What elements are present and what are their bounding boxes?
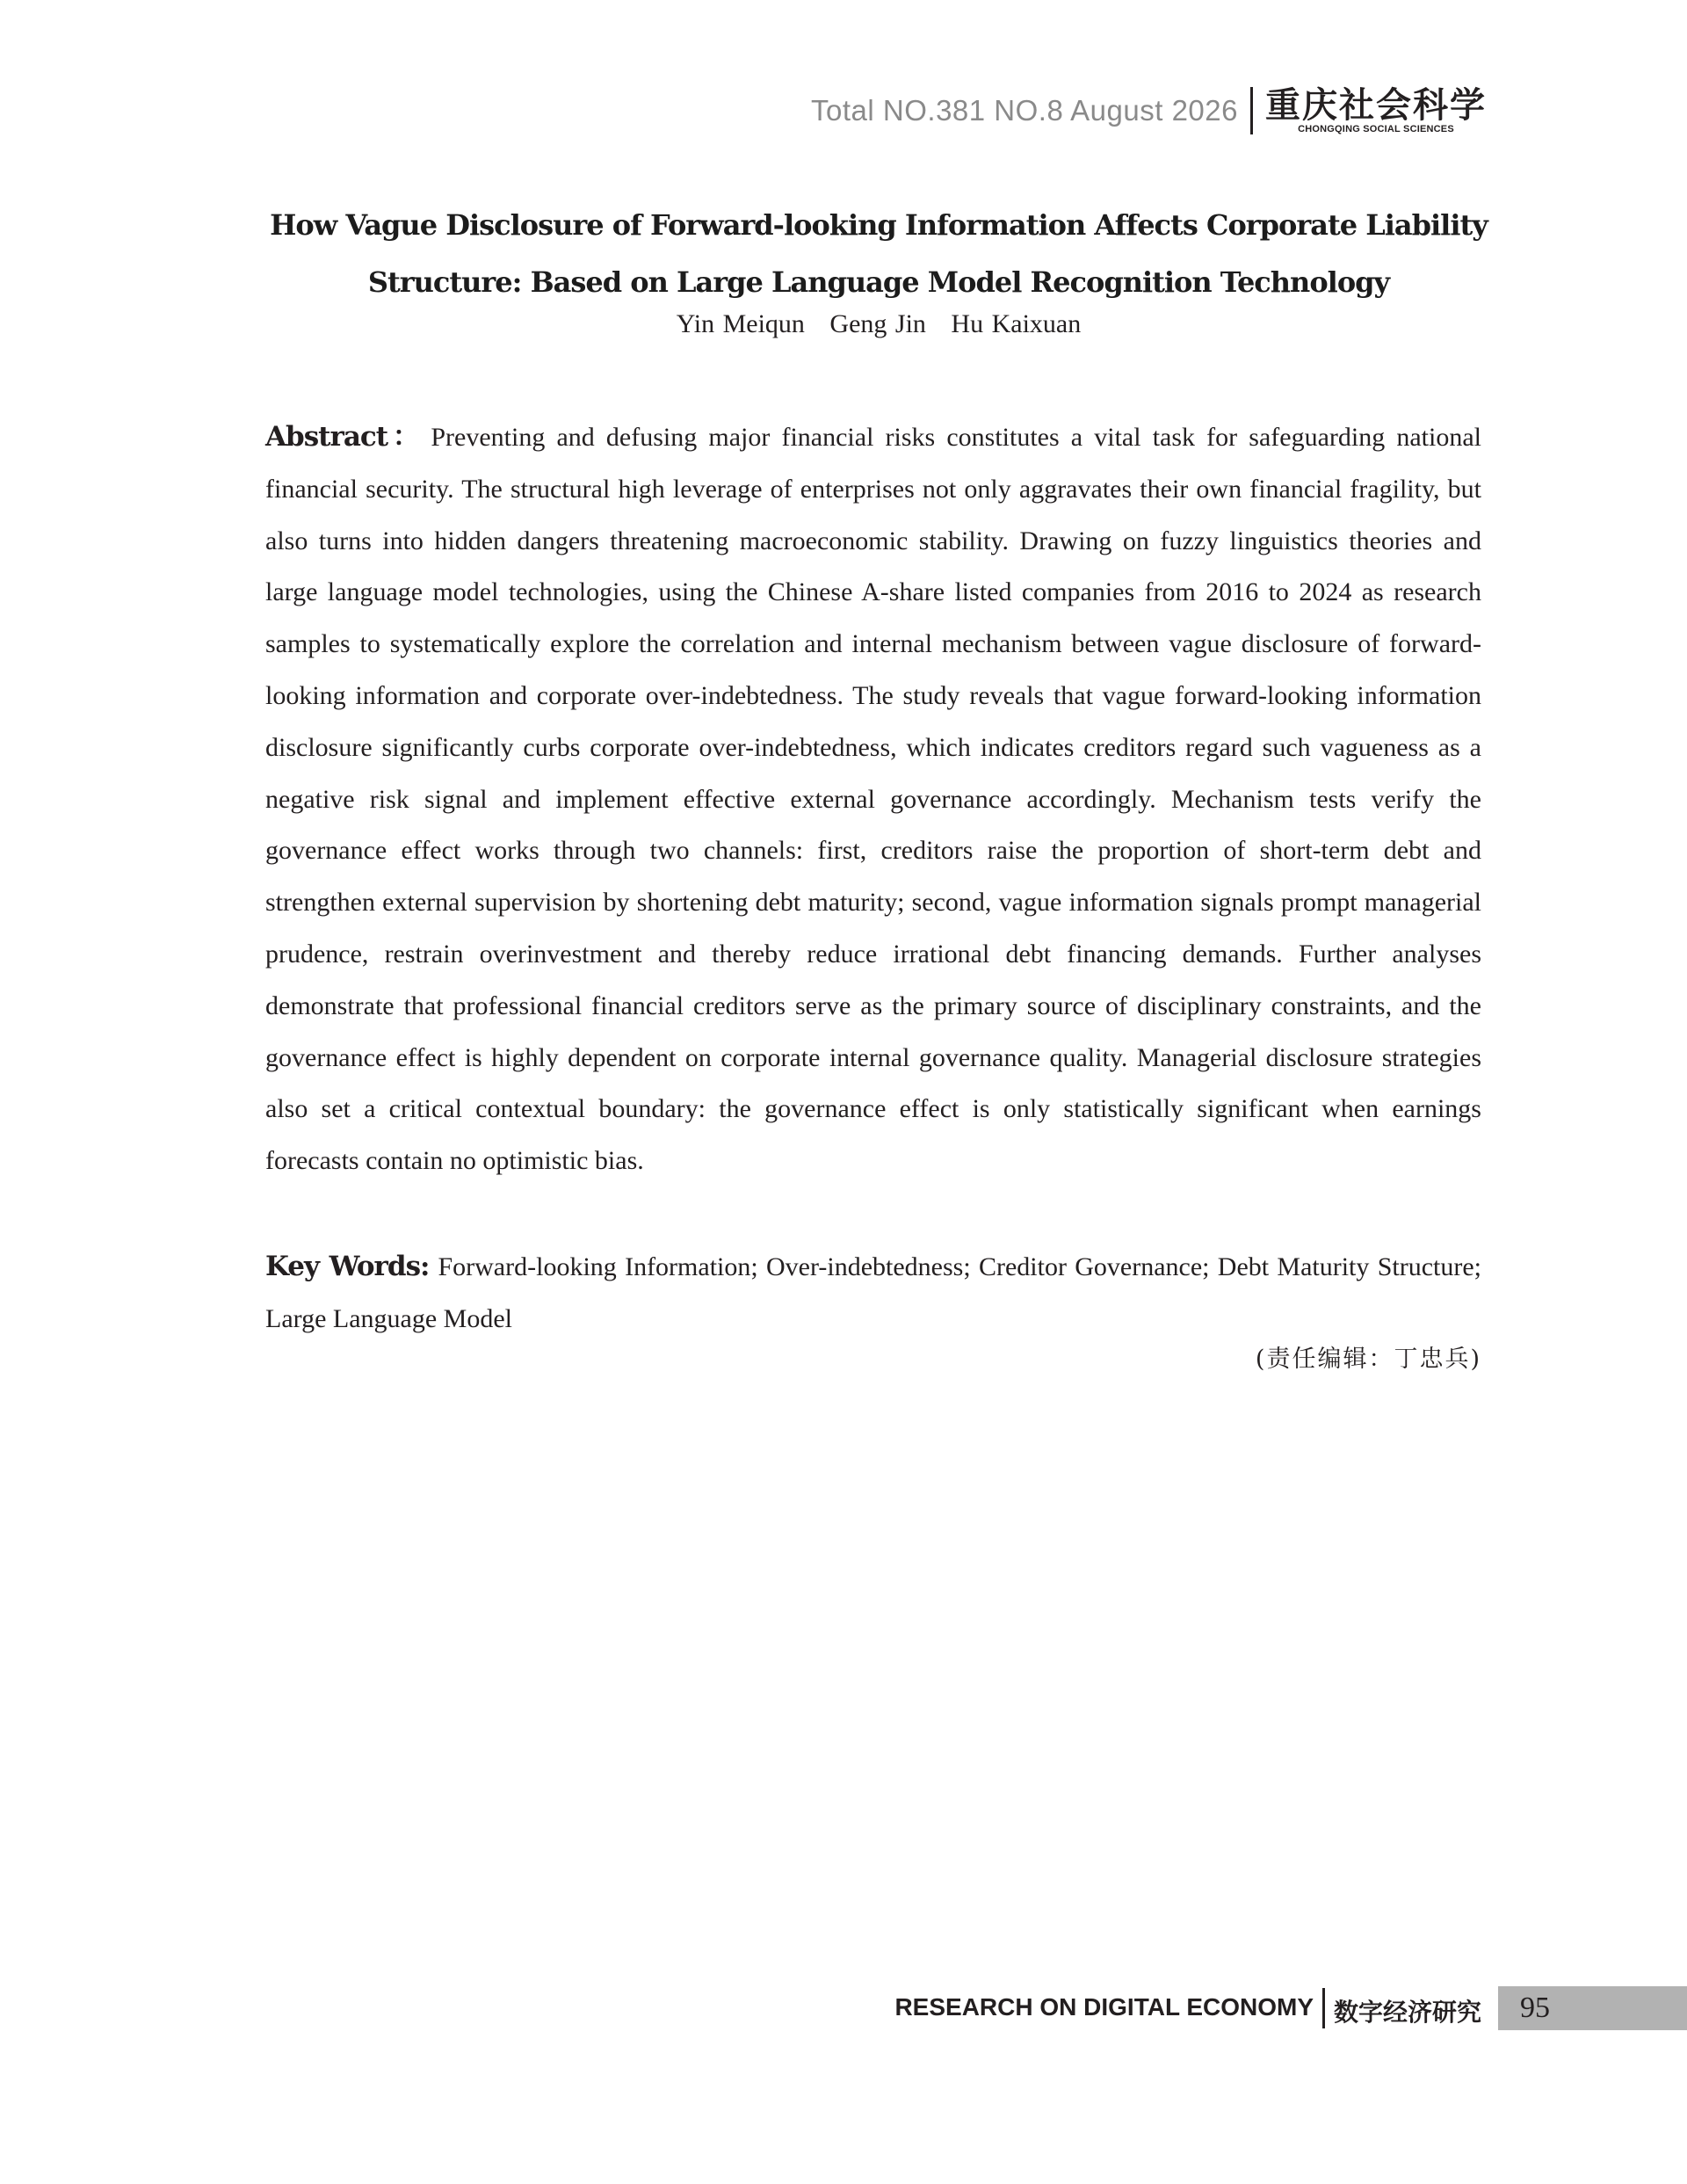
footer-journal-en: RESEARCH ON DIGITAL ECONOMY bbox=[894, 1993, 1314, 2021]
page-number: 95 bbox=[1520, 1992, 1550, 2024]
keywords-label: Key Words: bbox=[265, 1251, 430, 1282]
journal-name-en: CHONGQING SOCIAL SCIENCES bbox=[1298, 123, 1454, 134]
footer-journal-cn: 数字经济研究 bbox=[1334, 1998, 1482, 2027]
header-divider bbox=[1250, 87, 1253, 134]
title-line-1: How Vague Disclosure of Forward-looking Information Affects Corporate Liability bbox=[270, 208, 1488, 242]
article-title bbox=[264, 197, 1494, 311]
running-header bbox=[811, 84, 1487, 137]
author-list: Yin Meiqun Geng Jin Hu Kaixuan bbox=[676, 309, 1082, 338]
title-line-2: Structure: Based on Large Language Model Recognition Technology bbox=[367, 265, 1390, 299]
abstract-section bbox=[265, 411, 1481, 1187]
abstract-label: Abstract： bbox=[265, 421, 424, 453]
running-footer bbox=[0, 1986, 1687, 2030]
journal-name-cn: 重庆社会科学 bbox=[1265, 83, 1487, 126]
abstract-text: Preventing and defusing major financial risks constitutes a vital task for safeguarding national financial security. The structural high leverage of enterprises not only aggravates their own financial fragility, but also turns into hidden dangers threatening macroeconomic stability. Drawing on fuzzy linguistics theories and large language model technologies, using the Chinese A-share listed companies from 2016 to 2024 as research samples to systematically explore the correlation and internal mechanism between vague disclosure of forward-looking information and corporate over-indebtedness. The study reveals that vague forward-looking information disclosure significantly curbs corporate over-indebtedness, which indicates creditors regard such vagueness as a negative risk signal and implement effective external governance accordingly. Mechanism tests verify the governance effect works through two channels: first, creditors raise the proportion of short-term debt and strengthen external supervision by shortening debt maturity; second, vague information signals prompt managerial prudence, restrain overinvestment and thereby reduce irrational debt financing demands. Further analyses demonstrate that professional financial creditors serve as the primary source of disciplinary constraints, and the governance effect is highly dependent on corporate internal governance quality. Managerial disclosure strategies also set a critical contextual boundary: the governance effect is only statistically significant when earnings forecasts contain no optimistic bias. bbox=[265, 423, 1481, 1176]
editor-note: (责任编辑：丁忠兵) bbox=[1255, 1346, 1481, 1373]
footer-divider bbox=[1322, 1988, 1325, 2028]
keywords-section bbox=[265, 1241, 1481, 1346]
journal-logo bbox=[1265, 83, 1487, 134]
issue-info: Total NO.381 NO.8 August 2026 bbox=[811, 94, 1238, 127]
keywords-text: Forward-looking Information; Over-indebtedness; Creditor Governance; Debt Maturity Structure; Large Language Model bbox=[265, 1252, 1481, 1333]
